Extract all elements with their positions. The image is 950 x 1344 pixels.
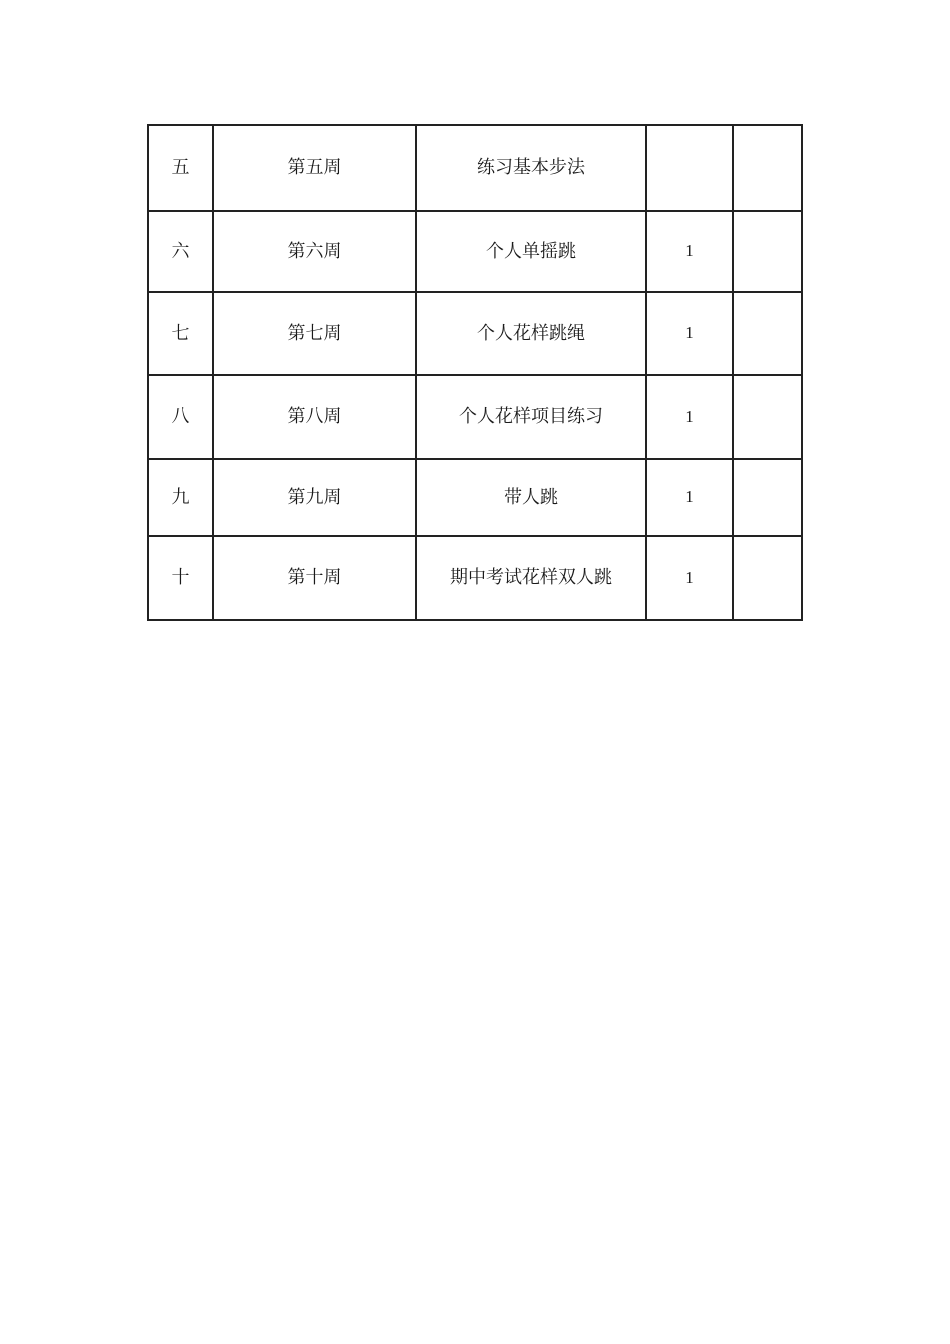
schedule-table [147, 124, 803, 621]
hours-cell: 1 [646, 375, 733, 459]
hours-cell [646, 125, 733, 211]
week-cell: 第五周 [213, 125, 416, 211]
hours-cell: 1 [646, 292, 733, 375]
table-row [148, 125, 802, 211]
week-cell: 第十周 [213, 536, 416, 620]
week-cell: 第八周 [213, 375, 416, 459]
hours-cell: 1 [646, 211, 733, 292]
content-cell: 期中考试花样双人跳 [416, 536, 646, 620]
week-cell: 第七周 [213, 292, 416, 375]
row-index-cell: 七 [148, 292, 213, 375]
remark-cell [733, 125, 802, 211]
content-cell: 个人单摇跳 [416, 211, 646, 292]
row-index-cell: 九 [148, 459, 213, 536]
remark-cell [733, 536, 802, 620]
remark-cell [733, 211, 802, 292]
row-index-cell: 十 [148, 536, 213, 620]
table-row [148, 536, 802, 620]
week-cell: 第九周 [213, 459, 416, 536]
table-row [148, 459, 802, 536]
week-cell: 第六周 [213, 211, 416, 292]
remark-cell [733, 459, 802, 536]
row-index-cell: 五 [148, 125, 213, 211]
content-cell: 带人跳 [416, 459, 646, 536]
row-index-cell: 六 [148, 211, 213, 292]
remark-cell [733, 292, 802, 375]
table-row [148, 375, 802, 459]
content-cell: 个人花样跳绳 [416, 292, 646, 375]
table-row [148, 211, 802, 292]
content-cell: 练习基本步法 [416, 125, 646, 211]
hours-cell: 1 [646, 459, 733, 536]
row-index-cell: 八 [148, 375, 213, 459]
table-row [148, 292, 802, 375]
remark-cell [733, 375, 802, 459]
hours-cell: 1 [646, 536, 733, 620]
content-cell: 个人花样项目练习 [416, 375, 646, 459]
